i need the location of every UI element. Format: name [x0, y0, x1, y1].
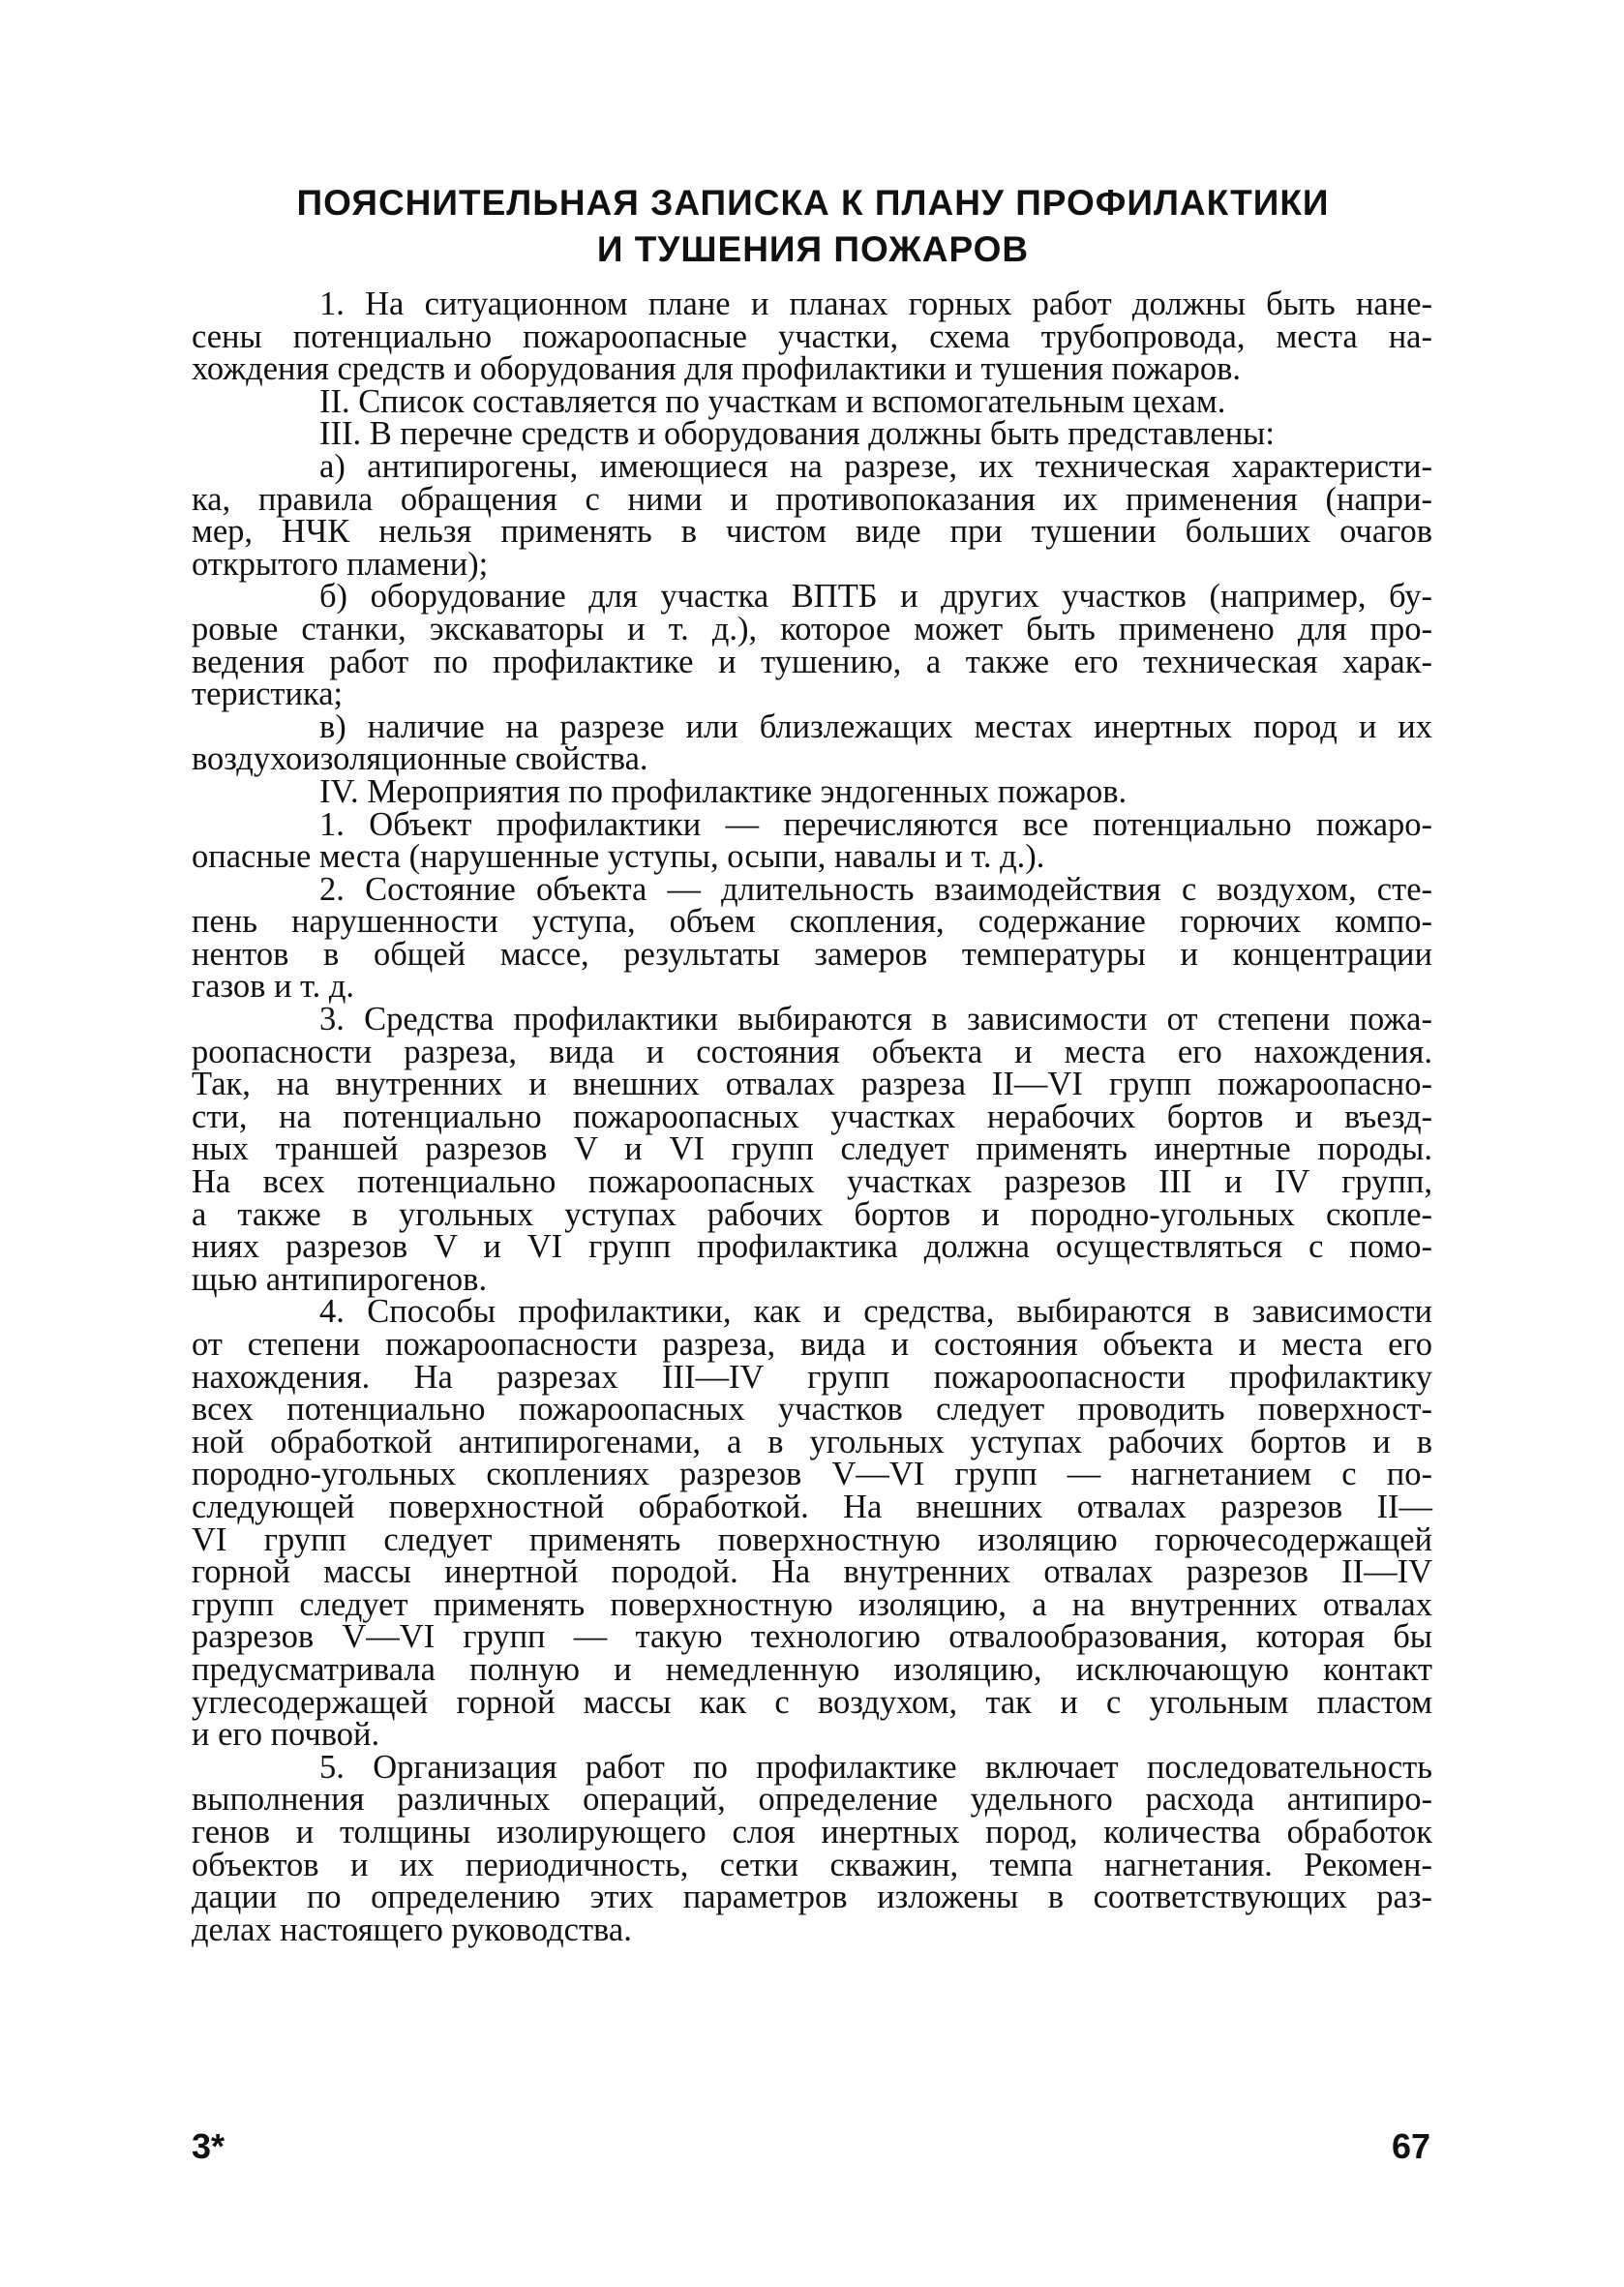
text-line: IV. Мероприятия по профилактике эндогенных пожаров. [319, 772, 1128, 810]
paragraph [192, 382, 1432, 420]
text-line: углесодержащей горной массы как с воздухом, так и с угольным пластом [192, 1683, 1432, 1721]
text-line: пень нарушенности уступа, объем скопления, содержание горючих компо- [192, 903, 1432, 941]
text-line: сены потенциально пожароопасные участки, схема трубопровода, места на- [192, 317, 1432, 355]
text-line: а также в угольных уступах рабочих бортов и породно-угольных скопле- [192, 1195, 1432, 1233]
text-line: выполнения различных операций, определение удельного расхода антипиро- [192, 1781, 1432, 1819]
text-line: роопасности разреза, вида и состояния объекта и места его нахождения. [192, 1033, 1432, 1070]
text-line: ка, правила обращения с ними и противопоказания их применения (напри- [192, 480, 1432, 518]
document-body [192, 288, 1432, 1946]
text-line: хождения средств и оборудования для профилактики и тушения пожаров. [192, 350, 1242, 388]
text-line: нахождения. На разрезах III—IV групп пожароопасности профилактику [192, 1358, 1432, 1396]
paragraph [192, 870, 1432, 1006]
text-line: следующей поверхностной обработкой. На внешних отвалах разрезов II— [192, 1488, 1432, 1525]
paragraph [192, 1001, 1432, 1298]
text-line: предусматривала полную и немедленную изоляцию, исключающую контакт [192, 1650, 1432, 1688]
text-line: и его почвой. [192, 1716, 380, 1754]
text-line: опасные места (нарушенные уступы, осыпи, навалы и т. д.). [192, 838, 1045, 876]
text-line: ных траншей разрезов V и VI групп следует применять инертные породы. [192, 1130, 1432, 1168]
text-line: породно-угольных скоплениях разрезов V—VI групп — нагнетанием с по- [192, 1456, 1432, 1493]
text-line: открытого пламени); [192, 545, 489, 583]
text-line: б) оборудование для участка ВПТБ и других участков (например, бу- [319, 578, 1432, 616]
text-line: щью антипирогенов. [192, 1260, 488, 1298]
text-line: горной массы инертной породой. На внутренних отвалах разрезов II—IV [192, 1553, 1432, 1591]
paragraph [192, 1293, 1432, 1754]
paragraph [192, 805, 1432, 876]
page-number: 67 [1391, 2126, 1430, 2166]
text-line: групп следует применять поверхностную изоляцию, а на внутренних отвалах [192, 1585, 1432, 1623]
text-line: объектов и их периодичность, сетки скважин, темпа нагнетания. Рекомен- [192, 1846, 1432, 1883]
text-line: нентов в общей массе, результаты замеров температуры и концентрации [192, 935, 1432, 973]
text-line: 4. Способы профилактики, как и средства, выбираются в зависимости [319, 1293, 1432, 1331]
text-line: III. В перечне средств и оборудования должны быть представлены: [319, 415, 1275, 453]
text-line: ровые станки, экскаваторы и т. д.), которое может быть применено для про- [192, 610, 1432, 647]
text-line: воздухоизоляционные свойства. [192, 740, 648, 778]
paragraph [192, 1748, 1432, 1948]
text-line: 3. Средства профилактики выбираются в зависимости от степени пожа- [319, 1001, 1432, 1038]
paragraph [192, 772, 1432, 810]
text-line: 5. Организация работ по профилактике включает последовательность [319, 1748, 1432, 1786]
text-line: теристика; [192, 676, 344, 713]
paragraph [192, 288, 1432, 386]
text-line: разрезов V—VI групп — такую технологию отвалообразования, которая бы [192, 1618, 1432, 1656]
paragraph [192, 578, 1432, 713]
text-line: 1. Объект профилактики — перечисляются все потенциально пожаро- [319, 805, 1432, 843]
text-line: 2. Состояние объекта — длительность взаимодействия с воздухом, сте- [319, 870, 1432, 908]
page-title [194, 180, 1432, 273]
paragraph [192, 415, 1432, 453]
text-line: II. Список составляется по участкам и вспомогательным цехам. [319, 382, 1226, 420]
text-line: На всех потенциально пожароопасных участках разрезов III и IV групп, [192, 1163, 1432, 1201]
text-line: всех потенциально пожароопасных участков следует проводить поверхност- [192, 1391, 1432, 1429]
text-line: в) наличие на разрезе или близлежащих местах инертных пород и их [319, 707, 1432, 745]
paragraph [192, 707, 1432, 778]
paragraph [192, 447, 1432, 583]
text-line: газов и т. д. [192, 968, 355, 1006]
title-line-1: ПОЯСНИТЕЛЬНАЯ ЗАПИСКА К ПЛАНУ ПРОФИЛАКТИКИ [296, 183, 1330, 223]
text-line: сти, на потенциально пожароопасных участках нерабочих бортов и въезд- [192, 1098, 1432, 1135]
text-line: генов и толщины изолирующего слоя инертных пород, количества обработок [192, 1813, 1432, 1851]
text-line: ной обработкой антипирогенами, а в угольных уступах рабочих бортов и в [192, 1423, 1432, 1460]
text-line: от степени пожароопасности разреза, вида и состояния объекта и места его [192, 1326, 1432, 1363]
text-line: а) антипирогены, имеющиеся на разрезе, их техническая характеристи- [319, 447, 1432, 485]
text-line: делах настоящего руководства. [192, 1911, 632, 1948]
text-line: 1. На ситуационном плане и планах горных работ должны быть нане- [319, 286, 1432, 322]
signature-mark: 3* [192, 2126, 226, 2166]
text-line: ведения работ по профилактике и тушению, а также его техническая харак- [192, 643, 1432, 680]
title-line-2: И ТУШЕНИЯ ПОЖАРОВ [596, 229, 1030, 269]
text-line: ниях разрезов V и VI групп профилактика должна осуществляться с помо- [192, 1228, 1432, 1266]
text-line: VI групп следует применять поверхностную изоляцию горючесодержащей [192, 1520, 1432, 1558]
text-line: дации по определению этих параметров изложены в соответствующих раз- [192, 1879, 1432, 1916]
text-line: Так, на внутренних и внешних отвалах разреза II—VI групп пожароопасно- [192, 1066, 1432, 1103]
text-line: мер, НЧК нельзя применять в чистом виде при тушении больших очагов [192, 513, 1432, 551]
